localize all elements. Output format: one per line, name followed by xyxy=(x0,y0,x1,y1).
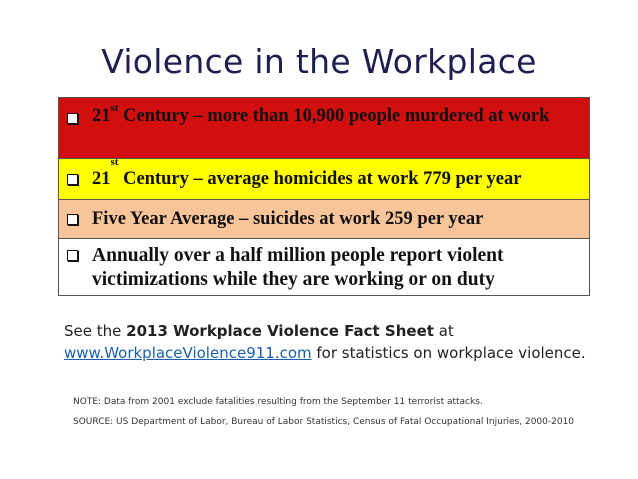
stat-row-victimizations xyxy=(58,239,590,296)
stat-text: 21st Century – average homicides at work 779 per year xyxy=(92,156,522,189)
website-link[interactable]: www.WorkplaceViolence911.com xyxy=(64,344,312,362)
fact-sheet-title: 2013 Workplace Violence Fact Sheet xyxy=(126,322,434,340)
checkbox-bullet-icon xyxy=(67,174,78,185)
stat-text: Annually over a half million people report violent victimizations while they are working or on duty xyxy=(92,245,504,290)
fact-sheet-note: See the 2013 Workplace Violence Fact Sheet at www.WorkplaceViolence911.com for statistics on workplace violence. xyxy=(64,322,586,362)
source-text: SOURCE: US Department of Labor, Bureau of Labor Statistics, Census of Fatal Occupational Injuries, 2000-2010 xyxy=(73,417,575,427)
stat-row-murders xyxy=(58,97,590,159)
statistics-panel xyxy=(58,97,590,296)
stat-text: Five Year Average – suicides at work 259 per year xyxy=(92,209,484,229)
stat-text: 21st Century – more than 10,900 people murdered at work xyxy=(92,102,550,126)
stat-row-homicides xyxy=(58,156,590,200)
checkbox-bullet-icon xyxy=(67,250,78,261)
footnotes xyxy=(73,392,574,432)
note-text: NOTE: Data from 2001 exclude fatalities resulting from the September 11 terrorist attacks. xyxy=(73,397,483,407)
stat-row-suicides xyxy=(58,200,590,239)
checkbox-bullet-icon xyxy=(67,214,78,225)
checkbox-bullet-icon xyxy=(67,113,78,124)
slide-title: Violence in the Workplace xyxy=(101,42,537,81)
